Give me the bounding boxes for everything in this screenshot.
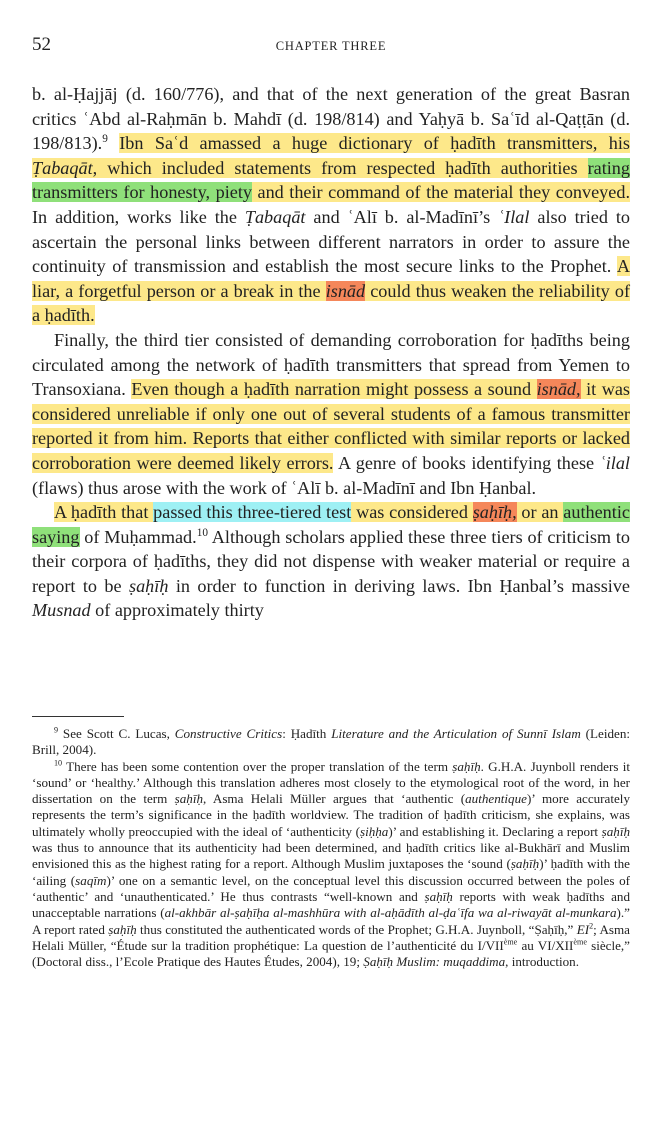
- text-run: or an: [516, 502, 564, 523]
- text-run: could thus weaken the reliability of a ḥadīth.: [32, 280, 630, 326]
- footnote-10: [32, 759, 630, 971]
- italic-term: ṣaḥīḥ: [129, 575, 169, 596]
- text-run: Finally, the third tier consisted of demanding corroboration for ḥadīths being circulated among the network of ḥadīth transmitters that spread from Yemen to Transoxiana.: [32, 329, 630, 400]
- italic-term: Ṭabaqāt: [244, 206, 306, 227]
- italic-term: EI: [576, 921, 590, 937]
- text-run: , Asma Helali Müller argues that ‘authentic (: [203, 791, 466, 807]
- text-run: b. al-Ḥajjāj (d. 160/776), and that of the next generation of the great Basran critics ʿAbd al-Raḥmān b. Mahdī (d. 198/814) and Yaḥyā b. Saʿīd al-Qaṭṭān (d. 198/813).: [32, 84, 630, 154]
- text-run: . G.H.A. Juynboll renders it ‘sound’ or ‘healthy.’ Although this translation adheres most closely to the etymological root of the word, in her dissertation on the term: [32, 758, 630, 807]
- text-run: and their command of the material they conveyed.: [251, 182, 630, 203]
- highlight-orange: ṣaḥīḥ,: [472, 502, 517, 523]
- footnote-number: 10: [54, 758, 63, 768]
- footnote-ref-10[interactable]: 10: [196, 526, 208, 539]
- text-run: thus constituted the authenticated words of the Prophet; G.H.A. Juynboll, “Ṣaḥīḥ,”: [136, 921, 577, 937]
- italic-term: ṣaḥīḥ: [174, 791, 204, 807]
- text-run: Although scholars applied these three tiers of criticism to their corpora of ḥadīths, they did not dispense with weaker material or require a report to be: [32, 526, 630, 596]
- italic-term: saqīm: [75, 872, 107, 888]
- text-run: [108, 133, 119, 153]
- text-run: also tried to ascertain the personal links between different narrators in order to assure the continuity of transmission and establish the most secure links to the Prophet.: [32, 206, 630, 277]
- italic-term: ṣaḥīḥ: [510, 856, 540, 872]
- highlight-green: rating transmitters for honesty, piety: [32, 157, 630, 203]
- italic-term: ṣiḥḥa: [359, 823, 389, 839]
- text-run: : Ḥadīth: [282, 726, 332, 741]
- highlight-orange: isnād: [325, 280, 366, 301]
- text-run: au VI/XII: [517, 937, 574, 953]
- text-run: )’ and establishing it. Declaring a report: [388, 823, 602, 839]
- text-run: ).” A report rated: [32, 905, 630, 937]
- highlight-yellow: [32, 133, 630, 202]
- footnote-9: [32, 726, 630, 759]
- text-run: reports with weak ḥadīths and unacceptable narrations (: [32, 888, 630, 921]
- italic-term: ʿilal: [599, 452, 630, 473]
- text-run: )’ one on a semantic level, on the conceptual level this discussion occurred between the poles of ‘authentic’ and ‘unauthenticated.’ He thus contrasts “well-known and: [32, 872, 630, 904]
- text-run: of Muḥammad.: [79, 526, 197, 547]
- text-run: See Scott C. Lucas,: [58, 726, 175, 741]
- paragraph-2: [32, 328, 630, 500]
- italic-term: Ṣaḥīḥ Muslim: muqaddima: [363, 954, 506, 970]
- page-number: 52: [32, 34, 51, 55]
- highlight-green: authentic saying: [32, 502, 630, 547]
- text-run: ; Asma Helali Müller, “Étude sur la tradition prophétique: La question de l’authenticité du I/VII: [32, 921, 630, 953]
- text-run: )’ ḥadīth with the ‘ailing (: [32, 856, 630, 888]
- italic-term: Ṭabaqāt: [32, 157, 93, 178]
- italic-term: Musnad: [32, 600, 91, 621]
- italic-term: al-akhbār al-ṣaḥīḥa al-mashhūra with al-aḥādīth al-ḍaʿīfa wa al-riwayāt al-munkara: [164, 905, 617, 921]
- footnotes: [32, 726, 630, 970]
- superscript: 2: [589, 921, 594, 931]
- paragraph-1: [32, 82, 630, 328]
- text-run: and ʿAlī b. al-Madīnī’s: [305, 206, 499, 227]
- text-run: A liar, a forgetful person or a break in the: [32, 256, 630, 301]
- highlight-orange: isnād,: [536, 379, 581, 400]
- text-run: , introduction.: [505, 954, 579, 970]
- italic-term: authentique: [465, 791, 527, 807]
- superscript: ème: [503, 937, 518, 947]
- italic-term: ṣaḥīḥ: [601, 823, 630, 839]
- text-run: was thus to announce that its authenticity had been determined, and ḥadīth critics like al-Bukhārī and Muslim envisioned this as the highest rating for a report. Although Muslim juxtaposes the ‘sound (: [32, 840, 630, 872]
- italic-term: ṣaḥīḥ: [108, 921, 137, 937]
- text-run: There has been some contention over the proper translation of the term: [62, 758, 453, 774]
- text-run: Ibn Saʿd amassed a huge dictionary of ḥadīth transmitters, his: [119, 133, 631, 154]
- italic-term: ʿIlal: [498, 206, 530, 227]
- italic-term: Constructive Critics: [174, 726, 283, 741]
- text-run: in order to function in deriving laws. Ibn Ḥanbal’s massive: [168, 575, 630, 596]
- italic-term: Literature and the Articulation of Sunnī Islam: [331, 726, 581, 741]
- text-run: )’ more accurately represents the term’s significance in the ḥadīth worldview. The tradition of ḥadīth criticism, she explains, was ultimately wholly preoccupied with the ideal of ‘authenticity (: [32, 791, 630, 839]
- italic-term: ṣaḥīḥ: [452, 758, 481, 774]
- footnote-ref-9[interactable]: 9: [102, 133, 108, 146]
- footnote-number: 9: [54, 725, 59, 735]
- text-run: (flaws) thus arose with the work of ʿAlī b. al-Madīnī and Ibn Ḥanbal.: [32, 477, 537, 498]
- text-run: A genre of books identifying these: [333, 452, 600, 473]
- text-run: of approximately thirty: [90, 600, 264, 621]
- highlight-cyan: passed this three-tiered test: [153, 502, 352, 523]
- text-run: A ḥadīth that: [54, 502, 154, 523]
- text-run: In addition, works like the: [32, 206, 245, 227]
- paragraph-3: [32, 500, 630, 623]
- text-run: , which included statements from respected ḥadīth authorities: [92, 157, 588, 178]
- text-run: siècle,” (Doctoral diss., l’Ecole Pratique des Hautes Études, 2004), 19;: [32, 937, 630, 970]
- superscript: ème: [573, 937, 587, 947]
- text-run: (Leiden: Brill, 2004).: [32, 726, 631, 758]
- running-header: [32, 34, 630, 58]
- text-run: Even though a ḥadīth narration might possess a sound: [131, 379, 537, 400]
- italic-term: ṣaḥīḥ: [424, 888, 453, 904]
- text-run: was considered: [351, 502, 473, 523]
- chapter-title: CHAPTER THREE: [275, 39, 387, 53]
- text-run: it was considered unreliable if only one out of several students of a famous transmitter reported it from him. Reports that either conflicted with similar reports or lacked corroboration were deemed likely errors.: [32, 379, 631, 473]
- main-text: [32, 82, 630, 623]
- footnote-divider: [32, 716, 124, 717]
